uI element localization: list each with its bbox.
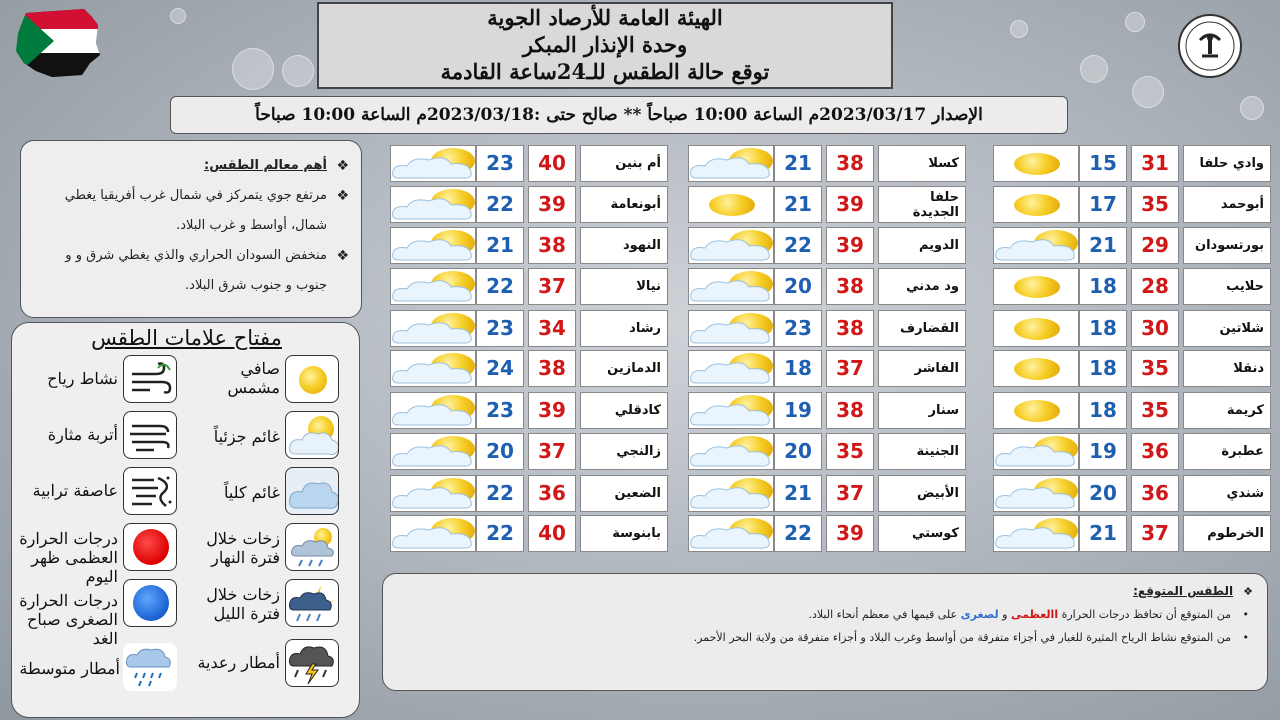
city-name: النهود (580, 227, 668, 264)
legend-label: درجات الحرارة الصغرى صباح الغد (19, 591, 118, 648)
max-temp: 39 (826, 227, 874, 264)
min-temp: 19 (774, 392, 822, 429)
min-temp: 22 (476, 475, 524, 512)
min-temp: 23 (476, 392, 524, 429)
max-temp: 38 (826, 310, 874, 347)
diamond-bullet-icon: ❖ (336, 248, 349, 264)
min-temp: 21 (774, 475, 822, 512)
max-temp: 28 (1131, 268, 1179, 305)
min-temp: 18 (1079, 310, 1127, 347)
city-name: الدويم (878, 227, 966, 264)
wind-icon (123, 355, 177, 403)
legend-label: أمطار رعدية (197, 653, 280, 672)
min-temp: 22 (476, 268, 524, 305)
legend-label: عاصفة ترابية (32, 481, 118, 500)
city-name: دنقلا (1183, 350, 1271, 387)
max-temp-icon (123, 523, 177, 571)
partly-cloudy-icon (688, 350, 774, 387)
issue-validity-line: الإصدار 2023/03/17م الساعة 10:00 صباحاً ** صالح حتى :2023/03/18م الساعة 10:00 صباحاً (170, 96, 1068, 134)
legend-label: أمطار متوسطة (19, 659, 120, 678)
min-temp: 23 (774, 310, 822, 347)
max-temp: 39 (528, 186, 576, 223)
min-temp: 17 (1079, 186, 1127, 223)
max-temp: 30 (1131, 310, 1179, 347)
legend-label: غائم جزئياً (213, 427, 280, 446)
city-name: الدمازين (580, 350, 668, 387)
title-box (317, 2, 893, 89)
max-temp: 35 (1131, 186, 1179, 223)
partly-cloudy-icon (993, 433, 1079, 470)
legend-label: أتربة مثارة (47, 425, 118, 444)
partly-cloudy-icon (688, 310, 774, 347)
min-temp: 18 (1079, 392, 1127, 429)
min-temp: 19 (1079, 433, 1127, 470)
feature-item: مرتفع جوي يتمركز في شمال غرب أفريقيا يغطي شمال، أواسط و غرب البلاد. (64, 188, 327, 233)
city-name: زالنجي (580, 433, 668, 470)
city-name: عطبرة (1183, 433, 1271, 470)
legend-label: غائم كلياً (223, 483, 280, 502)
diamond-bullet-icon: ❖ (336, 158, 349, 174)
partly-cloudy-icon (688, 392, 774, 429)
city-name: الفاشر (878, 350, 966, 387)
feature-item: منخفض السودان الحراري والذي يغطي شرق و و جنوب و جنوب شرق البلاد. (65, 248, 327, 293)
legend-label: نشاط رياح (47, 369, 118, 388)
cloudy-icon (285, 467, 339, 515)
partly-cloudy-icon (688, 268, 774, 305)
min-temp: 18 (1079, 268, 1127, 305)
max-temp: 39 (826, 186, 874, 223)
max-temp: 37 (826, 475, 874, 512)
city-name: أم بنين (580, 145, 668, 182)
max-temp: 38 (826, 268, 874, 305)
unit-name: وحدة الإنذار المبكر (522, 32, 688, 57)
sunny-icon (993, 186, 1079, 223)
min-temp: 22 (476, 186, 524, 223)
min-temp: 20 (476, 433, 524, 470)
min-temp: 21 (476, 227, 524, 264)
night-showers-icon (285, 579, 339, 627)
legend-title: مفتاح علامات الطقس (91, 326, 282, 350)
min-temp: 20 (1079, 475, 1127, 512)
city-name: أبونعامة (580, 186, 668, 223)
sunny-icon (993, 145, 1079, 182)
max-temp: 35 (1131, 350, 1179, 387)
max-temp: 29 (1131, 227, 1179, 264)
max-temp: 37 (528, 268, 576, 305)
city-name: سنار (878, 392, 966, 429)
legend-label: صافي مشمس (227, 359, 280, 397)
city-name: الجنينة (878, 433, 966, 470)
city-name: الضعين (580, 475, 668, 512)
partly-cloudy-icon (390, 227, 476, 264)
dust-storm-icon (123, 467, 177, 515)
partly-cloudy-icon (390, 310, 476, 347)
day-showers-icon (285, 523, 339, 571)
city-name: بابنوسة (580, 515, 668, 552)
expected-weather-panel (382, 573, 1268, 691)
partly-cloudy-icon (390, 475, 476, 512)
partly-cloudy-icon (993, 227, 1079, 264)
org-name: الهيئة العامة للأرصاد الجوية (487, 5, 723, 30)
max-temp: 34 (528, 310, 576, 347)
legend-label: زخات خلال فترة النهار (206, 529, 280, 567)
weather-legend (11, 322, 360, 718)
thunderstorm-icon (285, 639, 339, 687)
min-temp: 22 (774, 515, 822, 552)
max-temp: 35 (826, 433, 874, 470)
max-temp: 38 (528, 227, 576, 264)
min-temp: 21 (1079, 227, 1127, 264)
city-name: بورتسودان (1183, 227, 1271, 264)
partly-cloudy-icon (688, 433, 774, 470)
city-name: نيالا (580, 268, 668, 305)
max-temp: 37 (1131, 515, 1179, 552)
min-temp: 23 (476, 145, 524, 182)
partly-cloudy-icon (993, 475, 1079, 512)
max-temp: 35 (1131, 392, 1179, 429)
sunny-icon (993, 310, 1079, 347)
partly-cloudy-icon (688, 227, 774, 264)
city-name: حلفا الجديدة (878, 186, 966, 223)
max-temp: 39 (528, 392, 576, 429)
meteorological-authority-logo (1178, 14, 1242, 78)
expected-heading: الطقس المتوقع: (1133, 584, 1234, 598)
city-name: وادي حلفا (1183, 145, 1271, 182)
min-temp: 20 (774, 268, 822, 305)
min-temp: 18 (1079, 350, 1127, 387)
min-temp-icon (123, 579, 177, 627)
partly-cloudy-icon (390, 433, 476, 470)
sunny-icon (688, 186, 774, 223)
city-name: أبوحمد (1183, 186, 1271, 223)
city-name: ود مدني (878, 268, 966, 305)
partly-cloudy-icon (285, 411, 339, 459)
sunny-icon (993, 268, 1079, 305)
sun-icon (285, 355, 339, 403)
min-temp: 21 (1079, 515, 1127, 552)
min-temp: 20 (774, 433, 822, 470)
min-temp: 22 (476, 515, 524, 552)
city-name: كوستي (878, 515, 966, 552)
diamond-bullet-icon: ❖ (1243, 585, 1253, 598)
max-temp: 38 (826, 392, 874, 429)
max-temp: 40 (528, 515, 576, 552)
min-temp: 15 (1079, 145, 1127, 182)
features-heading: أهم معالم الطقس: (204, 158, 327, 173)
city-name: حلايب (1183, 268, 1271, 305)
min-temp: 18 (774, 350, 822, 387)
partly-cloudy-icon (390, 268, 476, 305)
partly-cloudy-icon (390, 515, 476, 552)
legend-label: زخات خلال فترة الليل (206, 585, 280, 623)
expected-line-2: • من المتوقع نشاط الرياح المثيرة للغبار في أجزاء متفرقة من أواسط وغرب البلاد و أجزاء متفرقة من ولاية البحر الأحمر. (693, 631, 1249, 644)
sunny-icon (993, 350, 1079, 387)
diamond-bullet-icon: ❖ (336, 188, 349, 204)
city-name: الأبيض (878, 475, 966, 512)
partly-cloudy-icon (688, 475, 774, 512)
partly-cloudy-icon (390, 392, 476, 429)
city-name: الخرطوم (1183, 515, 1271, 552)
max-temp: 38 (528, 350, 576, 387)
partly-cloudy-icon (390, 186, 476, 223)
city-name: القضارف (878, 310, 966, 347)
city-name: شلاتين (1183, 310, 1271, 347)
min-temp: 23 (476, 310, 524, 347)
max-temp: 31 (1131, 145, 1179, 182)
max-temp: 36 (528, 475, 576, 512)
max-temp: 36 (1131, 433, 1179, 470)
max-temp: 36 (1131, 475, 1179, 512)
partly-cloudy-icon (390, 350, 476, 387)
partly-cloudy-icon (993, 515, 1079, 552)
expected-line-1: • من المتوقع أن تحافظ درجات الحرارة االعظمى و لصغرى على قيمها في معظم أنحاء البلاد. (808, 608, 1249, 621)
moderate-rain-icon (123, 643, 177, 691)
bullet-icon: • (1242, 631, 1249, 644)
city-name: شندي (1183, 475, 1271, 512)
blowing-dust-icon (123, 411, 177, 459)
min-temp: 24 (476, 350, 524, 387)
city-name: كسلا (878, 145, 966, 182)
partly-cloudy-icon (688, 515, 774, 552)
sunny-icon (993, 392, 1079, 429)
weather-features-panel (20, 140, 362, 318)
max-temp: 37 (826, 350, 874, 387)
min-temp: 21 (774, 186, 822, 223)
partly-cloudy-icon (390, 145, 476, 182)
partly-cloudy-icon (688, 145, 774, 182)
forecast-title: توقع حالة الطقس للـ24ساعة القادمة (440, 59, 770, 84)
max-temp: 40 (528, 145, 576, 182)
sudan-flag (12, 3, 102, 79)
max-temp: 38 (826, 145, 874, 182)
max-temp: 39 (826, 515, 874, 552)
bullet-icon: • (1242, 608, 1249, 621)
city-name: كادقلي (580, 392, 668, 429)
min-temp: 22 (774, 227, 822, 264)
max-temp: 37 (528, 433, 576, 470)
city-name: كريمة (1183, 392, 1271, 429)
legend-label: درجات الحرارة العظمى ظهر اليوم (19, 529, 118, 586)
min-temp: 21 (774, 145, 822, 182)
city-name: رشاد (580, 310, 668, 347)
